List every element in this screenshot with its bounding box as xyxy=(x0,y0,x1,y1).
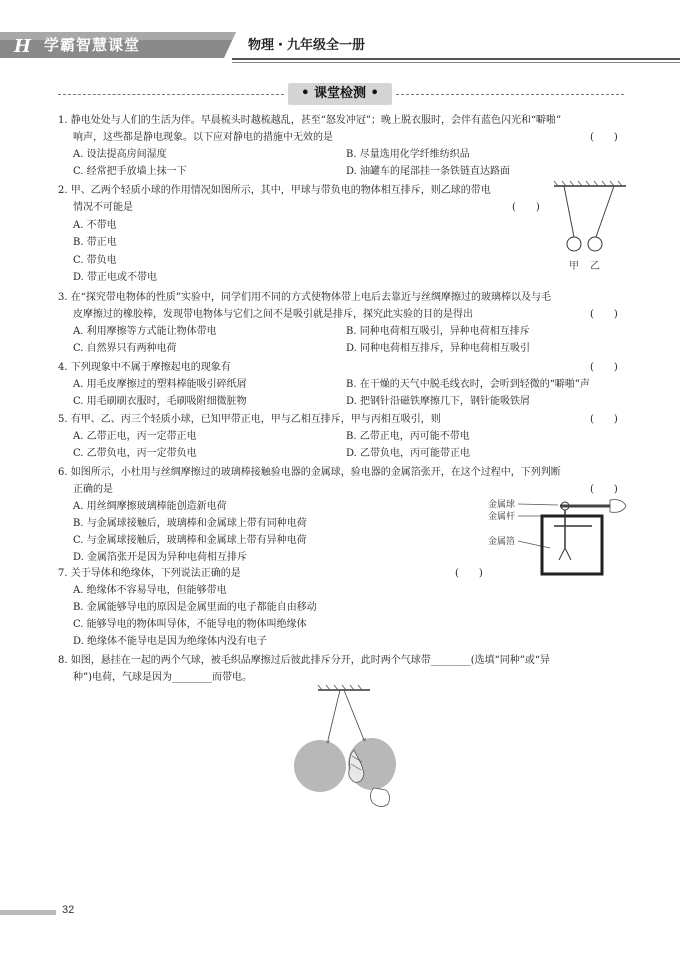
q2-answer-paren[interactable]: ( ) xyxy=(512,202,540,213)
q2-label-jia: 甲 xyxy=(569,261,579,272)
brand-title: 学霸智慧课堂 xyxy=(44,36,141,54)
section-dot-left: • xyxy=(301,86,314,101)
q2-option-d: D. 带正电或不带电 xyxy=(73,272,158,283)
q1-option-b: B. 尽量选用化学纤维纺织品 xyxy=(346,149,470,160)
q7-line-1: 7. 关于导体和绝缘体，下列说法正确的是 xyxy=(58,568,241,579)
section-rule-left xyxy=(58,94,284,95)
q6-label-ball: 金属球 xyxy=(488,500,516,510)
footer-bar xyxy=(0,910,56,915)
q2-figure-pendulums xyxy=(550,180,630,275)
book-title: 物理・九年级全一册 xyxy=(248,38,366,53)
q5-option-d: D. 乙带负电，丙可能带正电 xyxy=(346,448,471,459)
q2-label-yi: 乙 xyxy=(590,261,600,272)
q8-line-2: 种”)电荷，气球是因为________而带电。 xyxy=(73,672,253,683)
q6-label-rod: 金属杆 xyxy=(488,512,516,522)
q8-line-1: 8. 如图，悬挂在一起的两个气球，被毛织品摩擦过后彼此排斥分开，此时两个气球带________(选填“同种”或“异 xyxy=(58,655,550,666)
q8-figure-balloons xyxy=(288,684,398,812)
q1-line-2: 响声，这些都是静电现象。以下应对静电的措施中无效的是 xyxy=(73,132,333,143)
q2-option-a: A. 不带电 xyxy=(73,220,117,231)
q3-option-b: B. 同种电荷相互吸引，异种电荷相互排斥 xyxy=(346,326,530,337)
q3-option-c: C. 自然界只有两种电荷 xyxy=(73,343,177,354)
section-rule-right xyxy=(396,94,624,95)
q3-line-1: 3. 在“探究带电物体的性质”实验中，同学们用不同的方式使物体带上电后去靠近与丝绸摩擦过的玻璃棒以及与毛 xyxy=(58,292,551,303)
q7-option-b: B. 金属能够导电的原因是金属里面的电子都能自由移动 xyxy=(73,602,317,613)
q7-option-d: D. 绝缘体不能导电是因为绝缘体内没有电子 xyxy=(73,636,268,647)
q7-option-a: A. 绝缘体不容易导电，但能够带电 xyxy=(73,585,227,596)
q2-line-1: 2. 甲、乙两个轻质小球的作用情况如图所示，其中，甲球与带负电的物体相互排斥，则乙球的带电 xyxy=(58,185,491,196)
q5-option-c: C. 乙带负电，丙一定带负电 xyxy=(73,448,197,459)
svg-text:H: H xyxy=(14,36,32,57)
q4-line-1: 4. 下列现象中不属于摩擦起电的现象有 xyxy=(58,362,231,373)
q1-answer-paren[interactable]: ( ) xyxy=(590,132,618,143)
q4-option-a: A. 用毛皮摩擦过的塑料棒能吸引碎纸屑 xyxy=(73,379,247,390)
q5-option-a: A. 乙带正电，丙一定带正电 xyxy=(73,431,197,442)
q6-option-a: A. 用丝绸摩擦玻璃棒能创造新电荷 xyxy=(73,501,227,512)
q4-option-c: C. 用毛刷刷衣服时，毛刷吸附细微脏物 xyxy=(73,396,247,407)
q1-option-a: A. 设法提高房间湿度 xyxy=(73,149,167,160)
q6-line-2: 正确的是 xyxy=(73,484,113,495)
section-dot-right: • xyxy=(366,86,379,101)
q6-answer-paren[interactable]: ( ) xyxy=(590,484,618,495)
q6-figure-electroscope xyxy=(488,496,628,580)
q1-line-1: 1. 静电处处与人们的生活为伴。早晨梳头时越梳越乱，甚至“怒发冲冠”；晚上脱衣服时，会伴有蓝色闪光和“噼啪” xyxy=(58,115,562,126)
q4-answer-paren[interactable]: ( ) xyxy=(590,362,618,373)
q3-line-2: 皮摩擦过的橡胶棒，发现带电物体与它们之间不是吸引就是排斥，探究此实验的目的是得出 xyxy=(73,309,473,320)
q6-option-d: D. 金属箔张开是因为异种电荷相互排斥 xyxy=(73,552,248,563)
header-divider xyxy=(232,58,680,60)
q7-answer-paren[interactable]: ( ) xyxy=(455,568,483,579)
page-number: 32 xyxy=(62,904,75,916)
q6-line-1: 6. 如图所示，小杜用与丝绸摩擦过的玻璃棒接触验电器的金属球，验电器的金属箔张开，在这个过程中，下列判断 xyxy=(58,467,561,478)
q1-option-d: D. 油罐车的尾部挂一条铁链直达路面 xyxy=(346,166,511,177)
q6-option-c: C. 与金属球接触后，玻璃棒和金属球上带有异种电荷 xyxy=(73,535,307,546)
section-title xyxy=(288,83,392,105)
q5-line-1: 5. 有甲、乙、丙三个轻质小球，已知甲带正电，甲与乙相互排斥，甲与丙相互吸引，则 xyxy=(58,414,441,425)
q2-line-2: 情况不可能是 xyxy=(73,202,133,213)
q2-option-b: B. 带正电 xyxy=(73,237,117,248)
q6-label-foil: 金属箔 xyxy=(488,537,516,547)
q6-option-b: B. 与金属球接触后，玻璃棒和金属球上带有同种电荷 xyxy=(73,518,307,529)
q5-answer-paren[interactable]: ( ) xyxy=(590,414,618,425)
q3-option-a: A. 利用摩擦等方式能让物体带电 xyxy=(73,326,217,337)
q3-answer-paren[interactable]: ( ) xyxy=(590,309,618,320)
section-title-text: 课堂检测 xyxy=(313,86,366,101)
header-divider-thin xyxy=(232,62,680,63)
q4-option-d: D. 把钢针沿磁铁摩擦几下，钢针能吸铁屑 xyxy=(346,396,531,407)
q3-option-d: D. 同种电荷相互排斥，异种电荷相互吸引 xyxy=(346,343,531,354)
q4-option-b: B. 在干燥的天气中脱毛线衣时，会听到轻微的“噼啪”声 xyxy=(346,379,590,390)
q1-option-c: C. 经常把手放墙上抹一下 xyxy=(73,166,187,177)
q5-option-b: B. 乙带正电，丙可能不带电 xyxy=(346,431,470,442)
q7-option-c: C. 能够导电的物体叫导体，不能导电的物体叫绝缘体 xyxy=(73,619,307,630)
q2-option-c: C. 带负电 xyxy=(73,255,117,266)
